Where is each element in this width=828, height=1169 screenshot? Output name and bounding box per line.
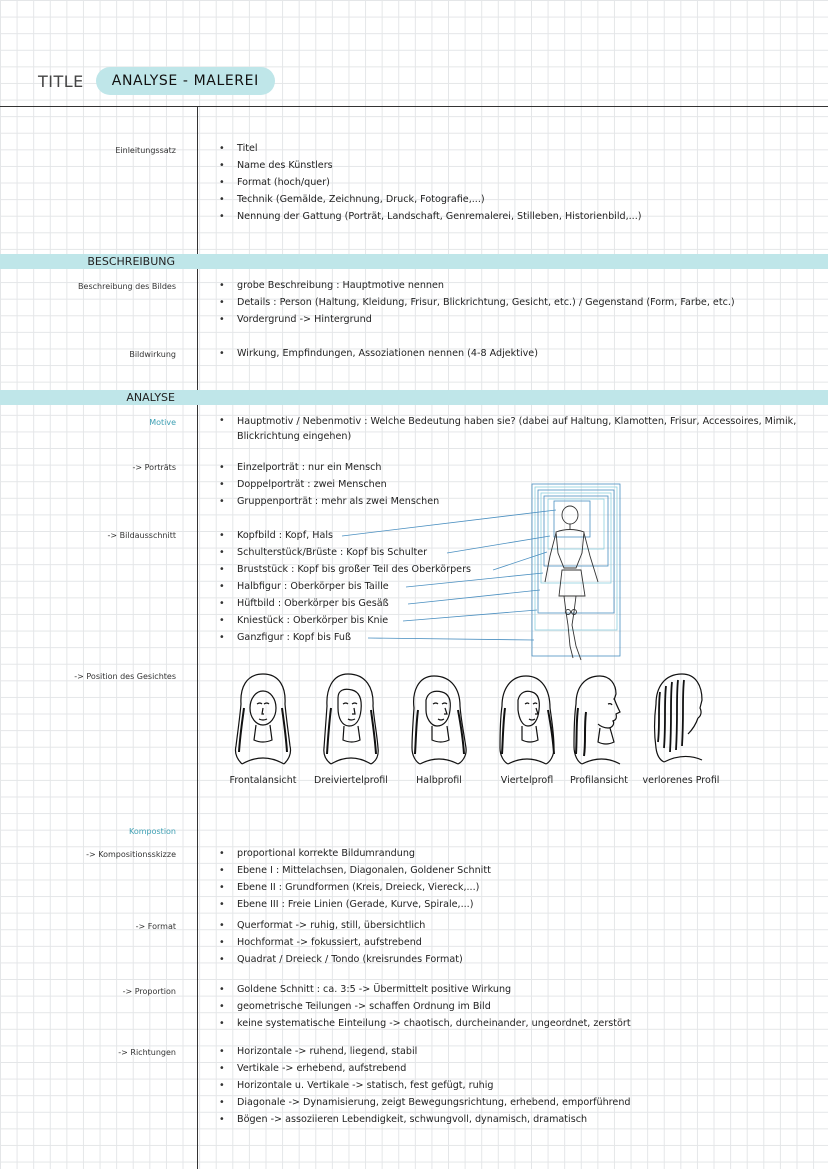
label-kompositionsskizze: -> Kompositionsskizze	[86, 850, 176, 859]
face-caption: Halbprofil	[416, 775, 462, 786]
face-dreiviertelprofil	[306, 668, 396, 786]
list-portraets	[219, 459, 439, 510]
list-item: • Hauptmotiv / Nebenmotiv : Welche Bedeutung haben sie? (dabei auf Haltung, Klamotten, Frisur, Accessoires, Mimik, Blickrichtung eingehen)	[219, 413, 797, 444]
face-frontal-icon	[228, 668, 298, 772]
list-bildausschnitt	[219, 527, 471, 646]
list-item: • Technik (Gemälde, Zeichnung, Druck, Fotografie,...)	[219, 191, 642, 208]
list-item: • Nennung der Gattung (Porträt, Landschaft, Genremalerei, Stilleben, Historienbild,...)	[219, 208, 642, 225]
list-item: • Horizontale u. Vertikale -> statisch, fest gefügt, ruhig	[219, 1077, 630, 1094]
section-band-analyse	[0, 390, 828, 405]
face-caption: Dreiviertelprofil	[314, 775, 388, 786]
list-item: • Ebene II : Grundformen (Kreis, Dreieck, Viereck,...)	[219, 879, 491, 896]
list-item: • Hochformat -> fokussiert, aufstrebend	[219, 934, 463, 951]
list-motive	[219, 413, 797, 444]
list-item: • Vertikale -> erhebend, aufstrebend	[219, 1060, 630, 1077]
label-proportion: -> Proportion	[122, 987, 176, 996]
list-item: • Halbfigur : Oberkörper bis Taille	[219, 578, 471, 595]
list-item: • Horizontale -> ruhend, liegend, stabil	[219, 1043, 630, 1060]
title-row	[38, 66, 275, 96]
list-item: • geometrische Teilungen -> schaffen Ordnung im Bild	[219, 998, 631, 1015]
list-bildwirkung	[219, 345, 538, 362]
face-dreiviertel-icon	[316, 668, 386, 772]
frame-halbfigur	[541, 493, 611, 583]
list-item: • keine systematische Einteilung -> chaotisch, durcheinander, ungeordnet, zerstört	[219, 1015, 631, 1032]
list-item: • proportional korrekte Bildumrandung	[219, 845, 491, 862]
face-profilansicht	[554, 668, 644, 786]
list-item: • Doppelporträt : zwei Menschen	[219, 476, 439, 493]
face-caption: Profilansicht	[569, 775, 629, 786]
section-heading-beschreibung: BESCHREIBUNG	[87, 255, 175, 268]
face-frontalansicht	[218, 668, 308, 786]
label-bildwirkung: Bildwirkung	[129, 350, 176, 359]
face-profil-icon	[564, 668, 634, 772]
list-item: • Gruppenporträt : mehr als zwei Menschen	[219, 493, 439, 510]
face-viertelprofil-icon	[492, 668, 562, 772]
list-item: • grobe Beschreibung : Hauptmotive nennen	[219, 277, 735, 294]
list-item: • Quadrat / Dreieck / Tondo (kreisrundes Format)	[219, 951, 463, 968]
label-motive: Motive	[149, 418, 176, 427]
list-item: • Titel	[219, 140, 642, 157]
label-beschreibung-des-bildes: Beschreibung des Bildes	[78, 282, 176, 291]
frame-hueftbild	[538, 490, 614, 613]
face-caption: Viertelprofl	[500, 775, 554, 786]
list-item: • Kopfbild : Kopf, Hals	[219, 527, 471, 544]
list-item: • Bögen -> assoziieren Lebendigkeit, schwungvoll, dynamisch, dramatisch	[219, 1111, 630, 1128]
list-item: • Ganzfigur : Kopf bis Fuß	[219, 629, 471, 646]
list-item: • Ebene I : Mittelachsen, Diagonalen, Goldener Schnitt	[219, 862, 491, 879]
frame-ganzfigur	[532, 484, 620, 656]
list-beschreibung	[219, 277, 735, 328]
frame-bruststueck	[544, 496, 608, 566]
list-item: • Wirkung, Empfindungen, Assoziationen nennen (4-8 Adjektive)	[219, 345, 538, 362]
page-title: ANALYSE - MALEREI	[96, 67, 275, 95]
list-item: • Details : Person (Haltung, Kleidung, Frisur, Blickrichtung, Gesicht, etc.) / Gegenstand (Form, Farbe, etc.)	[219, 294, 735, 311]
label-portraets: -> Porträts	[132, 463, 176, 472]
face-verlorenes-profil	[636, 668, 726, 786]
label-richtungen: -> Richtungen	[118, 1048, 176, 1057]
face-caption: verlorenes Profil	[642, 775, 720, 786]
list-item: • Vordergrund -> Hintergrund	[219, 311, 735, 328]
list-item: • Bruststück : Kopf bis großer Teil des Oberkörpers	[219, 561, 471, 578]
frame-schulterstueck	[548, 499, 604, 549]
list-einleitung	[219, 140, 642, 225]
list-item: • Schulterstück/Brüste : Kopf bis Schulter	[219, 544, 471, 561]
list-richtungen	[219, 1043, 630, 1128]
header-divider	[0, 106, 828, 107]
face-positions	[218, 668, 738, 798]
face-verloren-icon	[646, 668, 716, 772]
section-band-beschreibung	[0, 254, 828, 269]
frame-kopfbild	[554, 501, 590, 537]
list-item: • Format (hoch/quer)	[219, 174, 642, 191]
list-item: • Ebene III : Freie Linien (Gerade, Kurve, Spirale,...)	[219, 896, 491, 913]
label-bildausschnitt: -> Bildausschnitt	[107, 531, 176, 540]
frame-rectangles	[532, 484, 620, 656]
list-item: • Diagonale -> Dynamisierung, zeigt Bewegungsrichtung, erhebend, emporführend	[219, 1094, 630, 1111]
label-format: -> Format	[135, 922, 176, 931]
label-einleitungssatz: Einleitungssatz	[115, 146, 176, 155]
mannequin-icon	[545, 506, 598, 660]
face-caption: Frontalansicht	[229, 775, 297, 786]
list-item: • Hüftbild : Oberkörper bis Gesäß	[219, 595, 471, 612]
list-item: • Einzelporträt : nur ein Mensch	[219, 459, 439, 476]
list-format	[219, 917, 463, 968]
frame-kniestueck	[535, 487, 617, 630]
title-label: TITLE	[38, 71, 84, 91]
label-position-des-gesichtes: -> Position des Gesichtes	[74, 672, 176, 681]
label-komposition: Kompostion	[129, 827, 176, 836]
list-kompositionsskizze	[219, 845, 491, 913]
list-item: • Kniestück : Oberkörper bis Knie	[219, 612, 471, 629]
face-halbprofil	[394, 668, 484, 786]
face-halbprofil-icon	[404, 668, 474, 772]
list-item: • Querformat -> ruhig, still, übersichtlich	[219, 917, 463, 934]
list-item: • Goldene Schnitt : ca. 3:5 -> Übermittelt positive Wirkung	[219, 981, 631, 998]
list-proportion	[219, 981, 631, 1032]
section-heading-analyse: ANALYSE	[126, 391, 175, 404]
list-item: • Name des Künstlers	[219, 157, 642, 174]
